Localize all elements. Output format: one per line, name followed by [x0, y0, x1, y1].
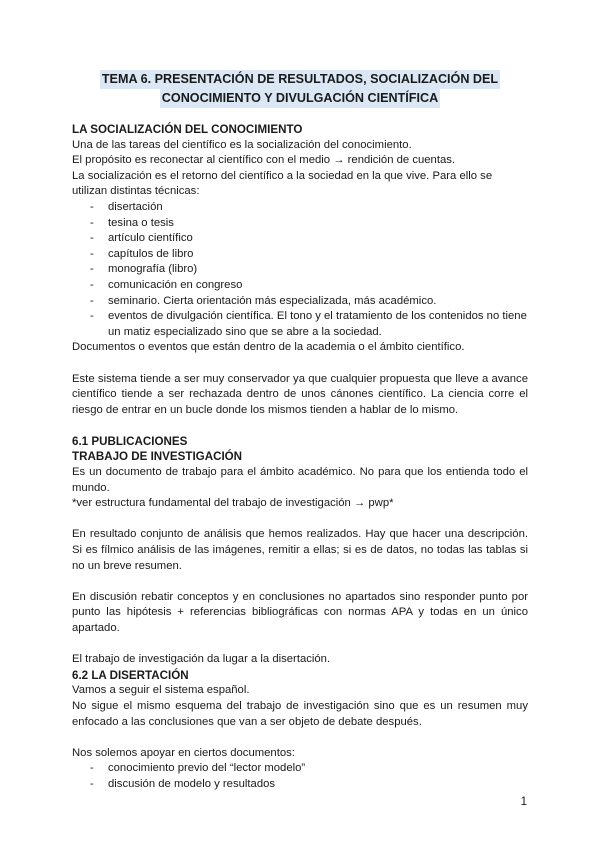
paragraph: El propósito es reconectar al científico con el medio → rendición de cuentas.	[72, 154, 456, 167]
paragraph: No sigue el mismo esquema del trabajo de investigación sino que es un resumen muy enfocado a las conclusiones que van a ser objeto de debate después.	[72, 699, 528, 728]
section-heading-socializacion: LA SOCIALIZACIÓN DEL CONOCIMIENTO	[72, 123, 303, 136]
techniques-list	[72, 200, 528, 340]
list-item: - conocimiento previo del “lector modelo”	[72, 761, 528, 777]
list-item: - discusión de modelo y resultados	[72, 777, 528, 793]
paragraph: Documentos o eventos que están dentro de la academia o el ámbito científico.	[72, 341, 465, 354]
title-line-2: CONOCIMIENTO Y DIVULGACIÓN CIENTÍFICA	[160, 89, 440, 108]
paragraph: En resultado conjunto de análisis que hemos realizados. Hay que hacer una descripción. Si es fílmico análisis de las imágenes, remitir a ellas; si es de datos, no todas las tablas si no un breve resumen.	[72, 528, 528, 572]
section-heading-disertacion: 6.2 LA DISERTACIÓN	[72, 668, 189, 682]
list-item: - artículo científico	[72, 231, 528, 247]
paragraph: La socialización es el retorno del científico a la sociedad en la que vive. Para ello se utilizan distintas técnicas:	[72, 169, 493, 198]
list-item: - capítulos de libro	[72, 247, 528, 263]
title-line-1: TEMA 6. PRESENTACIÓN DE RESULTADOS, SOCIALIZACIÓN DEL	[100, 70, 500, 89]
list-item: - disertación	[72, 200, 528, 216]
paragraph: Una de las tareas del científico es la socialización del conocimiento.	[72, 138, 412, 151]
paragraph: En discusión rebatir conceptos y en conclusiones no apartados sino responder punto por punto las hipótesis + referencias bibliográficas con normas APA y todas en un único apartado.	[72, 590, 528, 634]
paragraph: Vamos a seguir el sistema español.	[72, 684, 250, 697]
paragraph: *ver estructura fundamental del trabajo de investigación → pwp*	[72, 497, 394, 510]
list-item: - tesina o tesis	[72, 216, 528, 232]
list-item: - monografía (libro)	[72, 262, 528, 278]
list-item: - seminario. Cierta orientación más especializada, más académico.	[72, 294, 528, 310]
paragraph: El trabajo de investigación da lugar a la disertación.	[72, 653, 331, 666]
document-body	[72, 122, 528, 793]
documents-list	[72, 761, 528, 792]
paragraph: Este sistema tiende a ser muy conservador ya que cualquier propuesta que lleve a avance científico tiende a ser rechazada dentro de unos cánones científico. La ciencia corre el riesgo de entrar en un bucle donde los mismos tienden a hablar de lo mismo.	[72, 372, 528, 416]
page-number: 1	[520, 796, 527, 808]
paragraph: Es un documento de trabajo para el ámbito académico. No para que los entienda todo el mundo.	[72, 466, 528, 494]
list-item: - comunicación en congreso	[72, 278, 528, 294]
section-heading-publicaciones: 6.1 PUBLICACIONES	[72, 434, 188, 448]
document-title	[0, 70, 600, 108]
paragraph: Nos solemos apoyar en ciertos documentos:	[72, 746, 295, 759]
subheading-trabajo-investigacion: TRABAJO DE INVESTIGACIÓN	[72, 450, 243, 464]
list-item: - eventos de divulgación científica. El tono y el tratamiento de los contenidos no tiene un matiz especializado sino que se abre a la sociedad.	[72, 309, 528, 340]
